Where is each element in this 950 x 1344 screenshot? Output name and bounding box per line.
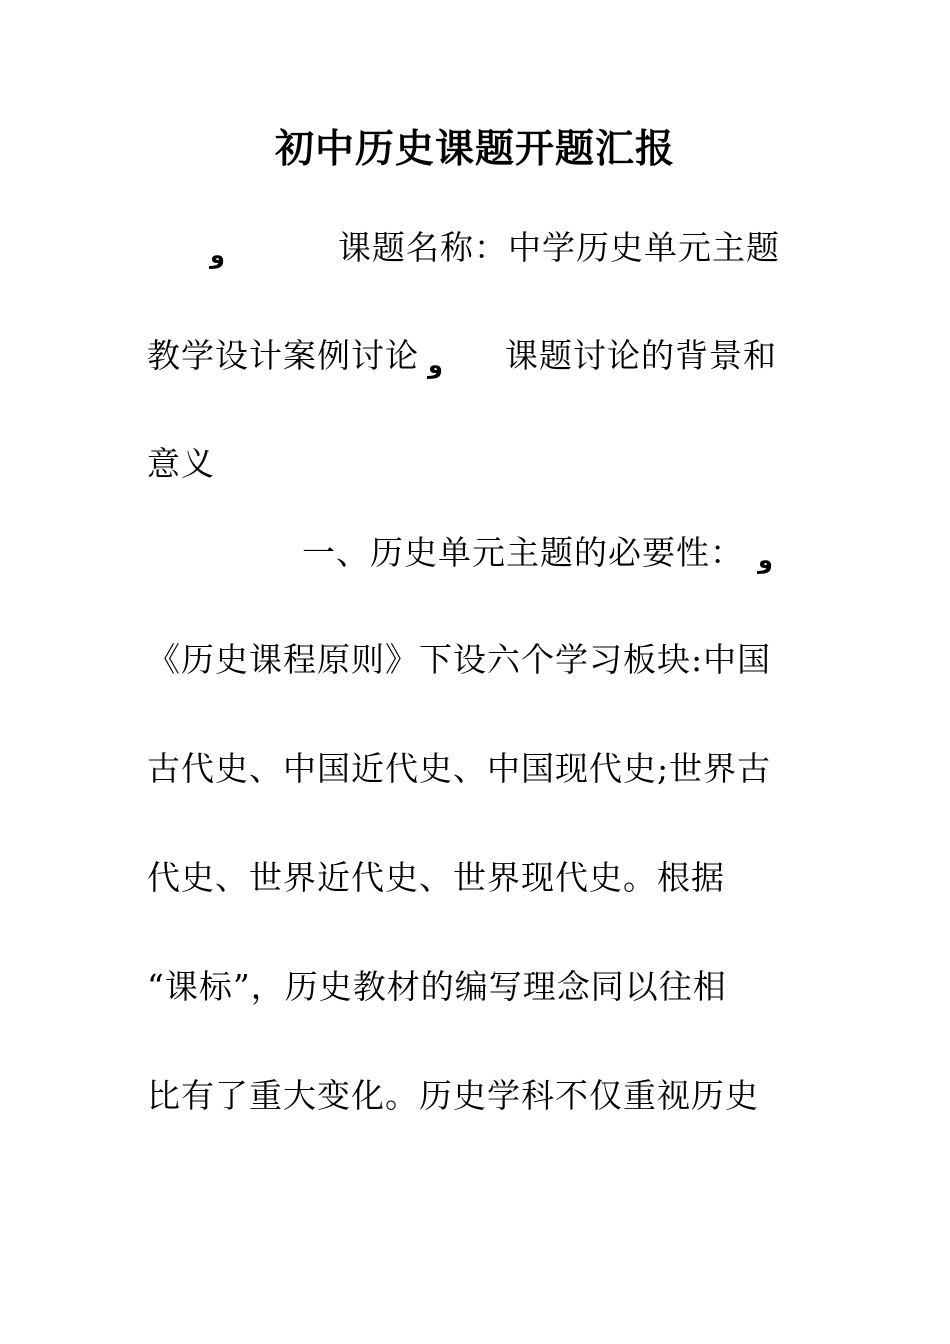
text-line-10: 比有了重大变化。历史学科不仅重视历史 bbox=[147, 1076, 759, 1115]
text-line-9: “课标”，历史教材的编写理念同以往相 bbox=[147, 967, 727, 1006]
paragraph-mark: و bbox=[210, 241, 225, 269]
text-line-5: 一、历史单元主题的必要性： bbox=[302, 533, 744, 572]
text-line-2: 教学设计案例讨论 bbox=[147, 336, 419, 375]
text-line-6: 《历史课程原则》下设六个学习板块:中国 bbox=[147, 640, 772, 679]
text-line-3: 课题讨论的背景和 bbox=[505, 336, 777, 375]
paragraph-mark: و bbox=[758, 546, 773, 574]
text-line-1: 课题名称：中学历史单元主题 bbox=[338, 228, 780, 267]
text-line-7: 古代史、中国近代史、中国现代史;世界古 bbox=[147, 749, 772, 788]
paragraph-mark: و bbox=[428, 351, 443, 379]
text-line-8: 代史、世界近代史、世界现代史。根据 bbox=[147, 858, 725, 897]
text-line-4: 意义 bbox=[147, 444, 215, 483]
document-title: 初中历史课题开题汇报 bbox=[274, 126, 675, 172]
